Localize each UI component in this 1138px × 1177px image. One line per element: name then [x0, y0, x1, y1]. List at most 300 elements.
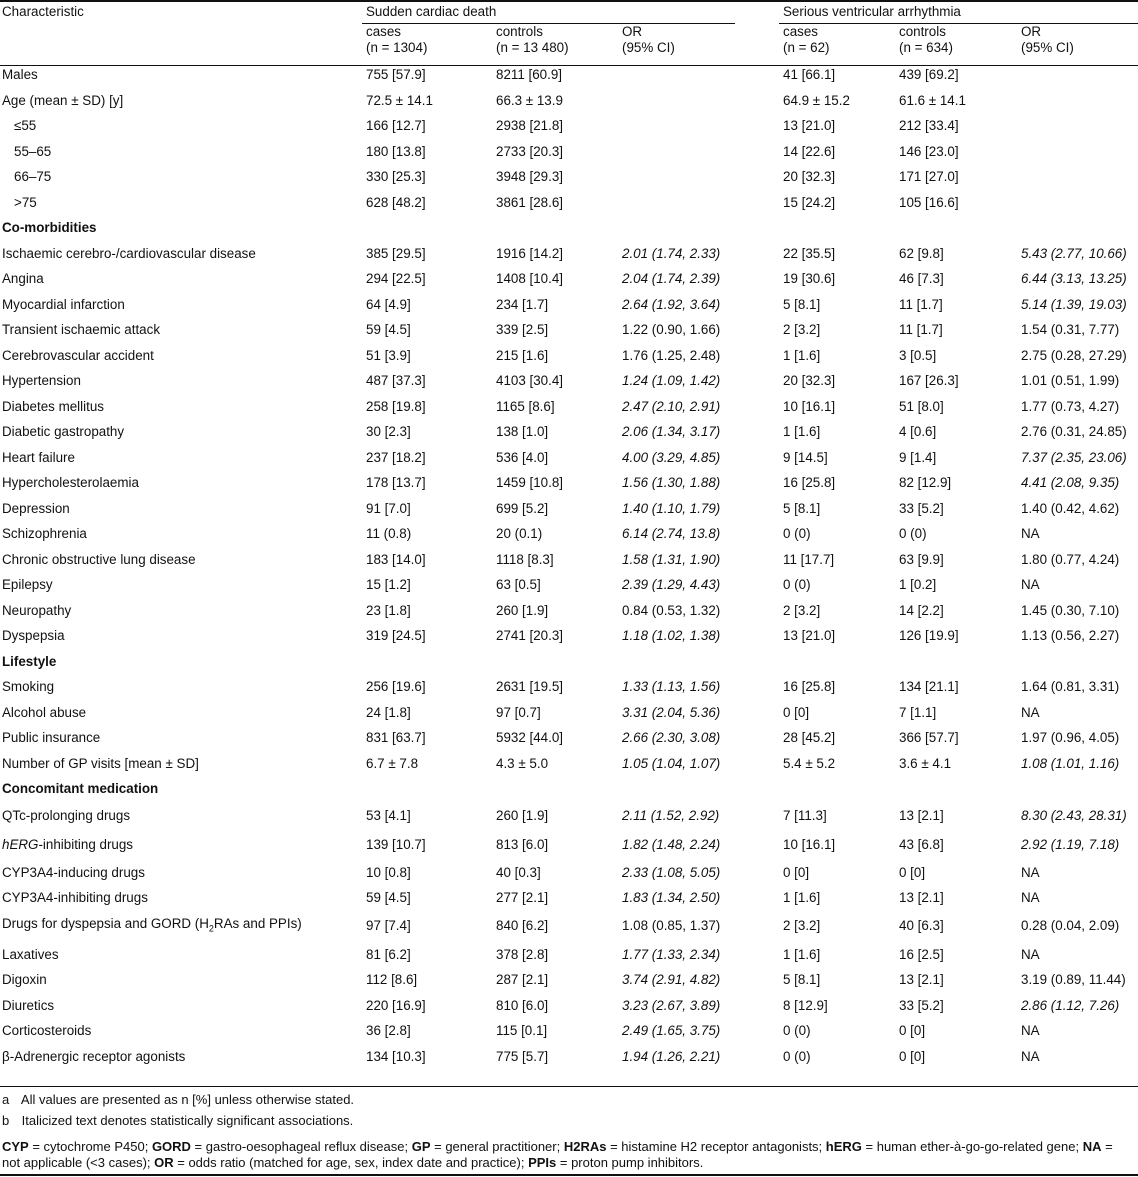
cell-or-2: 2.75 (0.28, 27.29) — [1021, 347, 1127, 363]
cell-cases-2: 0 [0] — [783, 704, 810, 720]
cell-controls-2: 212 [33.4] — [899, 118, 959, 133]
cell-or-2: NA — [1021, 890, 1040, 905]
table-row — [0, 1018, 1138, 1044]
cell-cases-1: 81 [6.2] — [366, 946, 411, 962]
cell-controls-1: 2631 [19.5] — [496, 679, 564, 694]
row-label: Depression — [2, 500, 70, 516]
header-cases-2: cases (n = 62) — [783, 24, 830, 55]
header-row-columns — [0, 24, 1138, 62]
cell-controls-2: 62 [9.8] — [899, 245, 944, 261]
cell-cases-2: 15 [24.2] — [783, 194, 836, 210]
cell-controls-1: 4.3 ± 5.0 — [496, 755, 549, 771]
cell-cases-2: 2 [3.2] — [783, 602, 821, 618]
cell-or-1: 6.14 (2.74, 13.8) — [622, 526, 721, 541]
cell-or-1: 2.64 (1.92, 3.64) — [622, 296, 721, 312]
cell-controls-1: 260 [1.9] — [496, 602, 549, 618]
row-label: Hypercholesterolaemia — [2, 475, 139, 490]
cell-controls-2: 0 [0] — [899, 864, 926, 880]
cell-cases-1: 112 [8.6] — [366, 972, 418, 988]
table-row — [0, 190, 1138, 216]
table-row — [0, 419, 1138, 445]
cell-controls-1: 277 [2.1] — [496, 890, 549, 905]
cell-controls-1: 3861 [28.6] — [496, 194, 564, 210]
cell-controls-2: 366 [57.7] — [899, 730, 959, 745]
cell-or-2 — [1017, 139, 1138, 165]
cell-or-2: NA — [1021, 577, 1040, 592]
cell-controls-2: 43 [6.8] — [899, 837, 944, 853]
cell-or-2: NA — [1021, 864, 1040, 880]
header-row-groups — [0, 0, 1138, 24]
section-row — [0, 649, 1138, 675]
cell-controls-1: 775 [5.7] — [496, 1048, 549, 1064]
cell-controls-1: 66.3 ± 13.9 — [496, 92, 563, 108]
cell-or-2 — [1017, 190, 1138, 216]
header-or-2: OR (95% CI) — [1021, 24, 1074, 55]
cell-cases-1: 180 [13.8] — [366, 143, 426, 159]
cell-cases-1: 319 [24.5] — [366, 628, 426, 643]
abbr-definition: = human ether-à-go-go-related gene; — [861, 1139, 1083, 1154]
cell-controls-1: 813 [6.0] — [496, 837, 549, 853]
cell-cases-1: 15 [1.2] — [366, 577, 411, 592]
cell-cases-1: 6.7 ± 7.8 — [366, 755, 419, 771]
cell-controls-1: 40 [0.3] — [496, 864, 541, 880]
row-label: CYP3A4-inhibiting drugs — [2, 890, 148, 905]
cell-or-1: 1.94 (1.26, 2.21) — [622, 1048, 721, 1064]
cell-controls-2: 40 [6.3] — [899, 918, 944, 934]
cell-controls-2: 13 [2.1] — [899, 972, 944, 988]
cell-cases-2: 5.4 ± 5.2 — [783, 755, 836, 771]
row-label: Transient ischaemic attack — [2, 322, 161, 337]
cell-controls-1: 8211 [60.9] — [496, 67, 563, 82]
table-row — [0, 802, 1138, 831]
cell-controls-2: 13 [2.1] — [899, 890, 944, 905]
cell-cases-2: 16 [25.8] — [783, 679, 836, 694]
cell-or-1 — [618, 113, 779, 139]
footer-bottom-rule — [0, 1174, 1138, 1176]
abbr-definition: = proton pump inhibitors. — [556, 1155, 704, 1170]
cell-controls-2: 167 [26.3] — [899, 373, 959, 388]
cell-or-2: 3.19 (0.89, 11.44) — [1021, 972, 1126, 988]
cell-or-1: 1.22 (0.90, 1.66) — [622, 322, 721, 337]
cell-or-1 — [618, 164, 779, 190]
cell-cases-2: 8 [12.9] — [783, 997, 828, 1013]
cell-or-1: 1.08 (0.85, 1.37) — [622, 918, 721, 934]
row-label: ≤55 — [14, 118, 37, 133]
cell-controls-2: 7 [1.1] — [899, 704, 937, 720]
cell-cases-2: 2 [3.2] — [783, 918, 821, 934]
cell-controls-1: 1459 [10.8] — [496, 475, 564, 490]
abbr-definition: = general practitioner; — [430, 1139, 564, 1154]
cell-controls-1: 2741 [20.3] — [496, 628, 564, 643]
section-row — [0, 215, 1138, 241]
cell-controls-1: 5932 [44.0] — [496, 730, 564, 745]
cell-or-1: 1.18 (1.02, 1.38) — [622, 628, 721, 643]
table-row — [0, 967, 1138, 993]
cell-or-1: 1.76 (1.25, 2.48) — [622, 347, 721, 363]
cell-or-2: NA — [1021, 946, 1040, 962]
table-row — [0, 942, 1138, 968]
cell-or-2: 1.77 (0.73, 4.27) — [1021, 398, 1120, 414]
row-label: Alcohol abuse — [2, 704, 87, 720]
table-row — [0, 831, 1138, 860]
table-row — [0, 496, 1138, 522]
cell-controls-2: 46 [7.3] — [899, 271, 944, 286]
cell-cases-1: 72.5 ± 14.1 — [366, 92, 433, 108]
cell-or-2: 7.37 (2.35, 23.06) — [1021, 449, 1127, 465]
cell-cases-1: 258 [19.8] — [366, 398, 426, 414]
cell-controls-2: 11 [1.7] — [899, 296, 943, 312]
header-controls-2: controls (n = 634) — [899, 24, 953, 55]
cell-or-1: 3.23 (2.67, 3.89) — [622, 997, 721, 1013]
cell-or-2: 1.45 (0.30, 7.10) — [1021, 602, 1120, 618]
table-row — [0, 623, 1138, 649]
abbr-key: CYP — [2, 1139, 29, 1154]
cell-cases-1: 330 [25.3] — [366, 169, 426, 184]
cell-controls-2: 171 [27.0] — [899, 169, 959, 184]
cell-cases-2: 64.9 ± 15.2 — [783, 92, 850, 108]
abbr-key: OR — [154, 1155, 174, 1170]
cell-cases-1: 10 [0.8] — [366, 864, 411, 880]
cell-cases-2: 20 [32.3] — [783, 169, 836, 184]
row-label: Drugs for dyspepsia and GORD ($H_2RAs$ and PPIs) — [2, 915, 302, 934]
cell-cases-2: 0 (0) — [783, 1048, 811, 1064]
cell-cases-2: 1 [1.6] — [783, 946, 821, 962]
cell-or-2: 0.28 (0.04, 2.09) — [1021, 918, 1120, 934]
row-label: Smoking — [2, 679, 55, 694]
cell-cases-2: 1 [1.6] — [783, 424, 821, 439]
cell-or-1: 2.04 (1.74, 2.39) — [622, 271, 721, 286]
cell-cases-1: 24 [1.8] — [366, 704, 411, 720]
cell-or-2: 2.86 (1.12, 7.26) — [1021, 997, 1120, 1013]
cell-cases-1: 487 [37.3] — [366, 373, 426, 388]
cell-cases-2: 22 [35.5] — [783, 245, 836, 261]
table-row — [0, 394, 1138, 420]
row-label: >75 — [14, 194, 37, 210]
cell-controls-1: 2733 [20.3] — [496, 143, 564, 159]
cell-cases-1: 23 [1.8] — [366, 602, 411, 618]
cell-controls-1: 2938 [21.8] — [496, 118, 564, 133]
cell-cases-2: 20 [32.3] — [783, 373, 836, 388]
cell-controls-2: 0 [0] — [899, 1048, 926, 1064]
table-row — [0, 470, 1138, 496]
cell-controls-2: 33 [5.2] — [899, 500, 944, 516]
table-row — [0, 547, 1138, 573]
cell-cases-1: 134 [10.3] — [366, 1048, 426, 1064]
cell-controls-1: 1118 [8.3] — [496, 551, 554, 567]
cell-cases-2: 0 (0) — [783, 526, 811, 541]
cell-cases-2: 1 [1.6] — [783, 890, 821, 905]
cell-or-2: 2.92 (1.19, 7.18) — [1021, 837, 1120, 853]
table-row — [0, 292, 1138, 318]
cell-cases-2: 28 [45.2] — [783, 730, 836, 745]
cell-or-1: 2.01 (1.74, 2.33) — [622, 245, 721, 261]
abbr-key: GORD — [151, 1139, 191, 1154]
row-label: Dyspepsia — [2, 628, 65, 643]
cell-cases-1: 97 [7.4] — [366, 918, 411, 934]
row-label: hERG-inhibiting drugs — [2, 837, 134, 853]
cell-cases-2: 0 (0) — [783, 1023, 811, 1039]
cell-cases-1: 59 [4.5] — [366, 890, 411, 905]
cell-or-2: 1.13 (0.56, 2.27) — [1021, 628, 1120, 643]
cell-or-1: 1.33 (1.13, 1.56) — [622, 679, 721, 694]
cell-or-1: 1.05 (1.04, 1.07) — [622, 755, 721, 771]
cell-controls-2: 51 [8.0] — [899, 398, 944, 414]
cell-cases-2: 13 [21.0] — [783, 628, 836, 643]
footnote-a: a All values are presented as n [%] unless otherwise stated. — [2, 1092, 355, 1107]
cell-or-1: 1.24 (1.09, 1.42) — [622, 373, 721, 388]
abbr-key: H2RAs — [563, 1139, 607, 1154]
row-label: Age (mean ± SD) [y] — [2, 92, 124, 108]
header-group-serious-ventricular-arrhythmia: Serious ventricular arrhythmia — [783, 4, 961, 19]
cell-or-2: NA — [1021, 526, 1040, 541]
cell-or-1: 1.56 (1.30, 1.88) — [622, 475, 721, 490]
cell-or-1: 2.39 (1.29, 4.43) — [622, 577, 721, 592]
cell-cases-2: 14 [22.6] — [783, 143, 836, 159]
cell-cases-2: 16 [25.8] — [783, 475, 836, 490]
cell-or-2: 1.08 (1.01, 1.16) — [1021, 755, 1120, 771]
cell-controls-2: 3.6 ± 4.1 — [899, 755, 952, 771]
cell-or-1: 2.33 (1.08, 5.05) — [622, 864, 721, 880]
cell-or-1: 2.06 (1.34, 3.17) — [622, 424, 721, 439]
header-characteristic: Characteristic — [2, 4, 84, 19]
cell-or-1: 4.00 (3.29, 4.85) — [622, 449, 721, 465]
cell-controls-1: 1165 [8.6] — [496, 398, 555, 414]
row-label: Angina — [2, 271, 44, 286]
row-label: Ischaemic cerebro-/cardiovascular disease — [2, 245, 256, 261]
row-label: Heart failure — [2, 449, 75, 465]
abbr-definition: = not applicable (<3 cases); — [2, 1139, 1113, 1170]
cell-cases-1: 59 [4.5] — [366, 322, 411, 337]
row-label: Number of GP visits [mean ± SD] — [2, 755, 199, 771]
abbr-key: PPIs — [528, 1155, 557, 1170]
table-row — [0, 751, 1138, 777]
table-row — [0, 62, 1138, 88]
header-or-1: OR (95% CI) — [622, 24, 675, 55]
cell-cases-1: 139 [10.7] — [366, 837, 426, 853]
cell-or-1: 3.31 (2.04, 5.36) — [622, 704, 721, 720]
cell-or-1 — [618, 190, 779, 216]
cell-controls-2: 13 [2.1] — [899, 808, 944, 824]
row-label: Diabetes mellitus — [2, 398, 104, 414]
cell-or-2: 5.43 (2.77, 10.66) — [1021, 245, 1127, 261]
row-label: Myocardial infarction — [2, 296, 125, 312]
cell-cases-2: 9 [14.5] — [783, 449, 828, 465]
cell-controls-1: 378 [2.8] — [496, 946, 549, 962]
table-row — [0, 266, 1138, 292]
cell-controls-2: 3 [0.5] — [899, 347, 937, 363]
table-row — [0, 993, 1138, 1019]
cell-cases-2: 5 [8.1] — [783, 296, 821, 312]
cell-cases-2: 7 [11.3] — [783, 808, 827, 824]
cell-controls-2: 1 [0.2] — [899, 577, 937, 592]
cell-controls-2: 439 [69.2] — [899, 67, 959, 82]
table-row — [0, 885, 1138, 911]
cell-or-1: 0.84 (0.53, 1.32) — [622, 602, 721, 618]
cell-cases-1: 237 [18.2] — [366, 449, 426, 465]
cell-or-1: 2.47 (2.10, 2.91) — [622, 398, 721, 414]
cell-or-2: 1.01 (0.51, 1.99) — [1021, 373, 1120, 388]
cell-or-2: NA — [1021, 1048, 1040, 1064]
cell-controls-2: 11 [1.7] — [899, 322, 943, 337]
cell-cases-2: 0 [0] — [783, 864, 810, 880]
cell-cases-2: 1 [1.6] — [783, 347, 821, 363]
row-label: CYP3A4-inducing drugs — [2, 864, 145, 880]
cell-or-2 — [1017, 164, 1138, 190]
cell-cases-2: 2 [3.2] — [783, 322, 821, 337]
cell-or-1: 1.58 (1.31, 1.90) — [622, 551, 721, 567]
cell-controls-2: 14 [2.2] — [899, 602, 944, 618]
cell-controls-2: 16 [2.5] — [899, 946, 944, 962]
cell-or-2: 1.64 (0.81, 3.31) — [1021, 679, 1120, 694]
cell-controls-1: 287 [2.1] — [496, 972, 549, 988]
cell-or-2 — [1017, 62, 1138, 88]
cell-or-2: 8.30 (2.43, 28.31) — [1021, 808, 1127, 824]
row-label: 55–65 — [14, 143, 52, 159]
cell-or-2: NA — [1021, 704, 1040, 720]
header-group-sudden-cardiac-death: Sudden cardiac death — [366, 4, 497, 19]
table-bottom-rule — [0, 1086, 1138, 1087]
cell-controls-1: 1408 [10.4] — [496, 271, 564, 286]
cell-controls-1: 3948 [29.3] — [496, 169, 564, 184]
cell-controls-1: 20 (0.1) — [496, 526, 543, 541]
table-row — [0, 911, 1138, 942]
cell-or-1 — [618, 88, 779, 114]
section-heading: Concomitant medication — [2, 781, 159, 796]
footnote-b: b Italicized text denotes statistically significant associations. — [2, 1113, 354, 1128]
table-row — [0, 139, 1138, 165]
row-label: Digoxin — [2, 972, 47, 988]
table-row — [0, 343, 1138, 369]
cell-controls-1: 215 [1.6] — [496, 347, 549, 363]
cell-cases-2: 10 [16.1] — [783, 398, 836, 414]
cell-or-1: 1.40 (1.10, 1.79) — [622, 500, 721, 516]
cell-or-1: 2.11 (1.52, 2.92) — [622, 808, 720, 824]
table-row — [0, 445, 1138, 471]
section-row — [0, 776, 1138, 802]
cell-or-2 — [1017, 88, 1138, 114]
cell-controls-2: 126 [19.9] — [899, 628, 959, 643]
cell-or-2 — [1017, 113, 1138, 139]
row-label: Neuropathy — [2, 602, 72, 618]
cell-controls-1: 339 [2.5] — [496, 322, 549, 337]
table-row — [0, 725, 1138, 751]
row-label: Hypertension — [2, 373, 81, 388]
cell-controls-1: 138 [1.0] — [496, 424, 549, 439]
cell-controls-2: 4 [0.6] — [899, 424, 937, 439]
cell-controls-2: 105 [16.6] — [899, 194, 959, 210]
abbreviations — [0, 1139, 1132, 1171]
table-row — [0, 521, 1138, 547]
cell-cases-2: 41 [66.1] — [783, 67, 836, 82]
cell-or-2: 4.41 (2.08, 9.35) — [1021, 475, 1120, 490]
row-label: Epilepsy — [2, 577, 53, 592]
table-row — [0, 164, 1138, 190]
cell-or-1: 1.77 (1.33, 2.34) — [622, 946, 721, 962]
cell-controls-1: 1916 [14.2] — [496, 245, 564, 261]
row-label: Males — [2, 67, 38, 82]
cell-controls-1: 4103 [30.4] — [496, 373, 564, 388]
cell-cases-2: 13 [21.0] — [783, 118, 836, 133]
row-label: Public insurance — [2, 730, 101, 745]
table-row — [0, 368, 1138, 394]
section-heading: Lifestyle — [2, 653, 57, 669]
abbr-key: GP — [411, 1139, 431, 1154]
row-label: QTc-prolonging drugs — [2, 808, 131, 824]
row-label: Diabetic gastropathy — [2, 424, 125, 439]
cell-cases-2: 0 (0) — [783, 577, 811, 592]
cell-cases-1: 628 [48.2] — [366, 194, 426, 210]
table-row — [0, 674, 1138, 700]
abbr-key: NA — [1082, 1139, 1102, 1154]
table-row — [0, 317, 1138, 343]
cell-controls-1: 115 [0.1] — [496, 1023, 548, 1039]
cell-or-2: 1.97 (0.96, 4.05) — [1021, 730, 1120, 745]
cell-controls-1: 536 [4.0] — [496, 449, 549, 465]
cell-cases-1: 178 [13.7] — [366, 475, 426, 490]
abbr-definition: = odds ratio (matched for age, sex, index date and practice); — [173, 1155, 529, 1170]
cell-controls-2: 0 [0] — [899, 1023, 926, 1039]
cell-cases-1: 51 [3.9] — [366, 347, 411, 363]
cell-controls-2: 33 [5.2] — [899, 997, 944, 1013]
cell-controls-1: 260 [1.9] — [496, 808, 549, 824]
table-row — [0, 88, 1138, 114]
cell-or-1: 2.49 (1.65, 3.75) — [622, 1023, 721, 1039]
cell-controls-2: 63 [9.9] — [899, 551, 944, 567]
cell-controls-2: 9 [1.4] — [899, 449, 937, 465]
header-cases-1: cases (n = 1304) — [366, 24, 428, 55]
cell-cases-1: 831 [63.7] — [366, 730, 426, 745]
cell-controls-1: 234 [1.7] — [496, 296, 549, 312]
cell-or-2: 1.54 (0.31, 7.77) — [1021, 322, 1120, 337]
cell-cases-1: 11 (0.8) — [366, 526, 412, 541]
cell-or-2: 5.14 (1.39, 19.03) — [1021, 296, 1127, 312]
header-controls-1: controls (n = 13 480) — [496, 24, 569, 55]
cell-cases-2: 5 [8.1] — [783, 972, 821, 988]
row-label: Chronic obstructive lung disease — [2, 551, 196, 567]
cell-or-2: 2.76 (0.31, 24.85) — [1021, 424, 1127, 439]
abbr-definition: = histamine H2 receptor antagonists; — [606, 1139, 826, 1154]
cell-cases-1: 183 [14.0] — [366, 551, 426, 567]
table-row — [0, 572, 1138, 598]
cell-cases-1: 385 [29.5] — [366, 245, 426, 261]
cell-or-1: 2.66 (2.30, 3.08) — [622, 730, 721, 745]
table-row — [0, 241, 1138, 267]
cell-controls-2: 146 [23.0] — [899, 143, 959, 159]
cell-cases-1: 53 [4.1] — [366, 808, 411, 824]
cell-controls-1: 63 [0.5] — [496, 577, 541, 592]
table-row — [0, 860, 1138, 886]
table-row — [0, 113, 1138, 139]
cell-or-1 — [618, 139, 779, 165]
table-row — [0, 598, 1138, 624]
cell-controls-2: 134 [21.1] — [899, 679, 959, 694]
cell-controls-2: 61.6 ± 14.1 — [899, 92, 966, 108]
row-label: Schizophrenia — [2, 526, 87, 541]
cell-controls-1: 840 [6.2] — [496, 918, 549, 934]
row-label: Diuretics — [2, 997, 55, 1013]
row-label: Cerebrovascular accident — [2, 347, 154, 363]
cell-controls-2: 82 [12.9] — [899, 475, 952, 490]
table-row — [0, 1044, 1138, 1070]
cell-cases-1: 220 [16.9] — [366, 997, 426, 1013]
abbr-definition: = gastro-oesophageal reflux disease; — [190, 1139, 412, 1154]
cell-controls-2: 0 (0) — [899, 526, 927, 541]
cell-or-1: 3.74 (2.91, 4.82) — [622, 972, 721, 988]
cell-or-2: 1.80 (0.77, 4.24) — [1021, 551, 1120, 567]
row-label: 66–75 — [14, 169, 52, 184]
cell-cases-2: 19 [30.6] — [783, 271, 836, 286]
cell-or-1 — [618, 62, 779, 88]
